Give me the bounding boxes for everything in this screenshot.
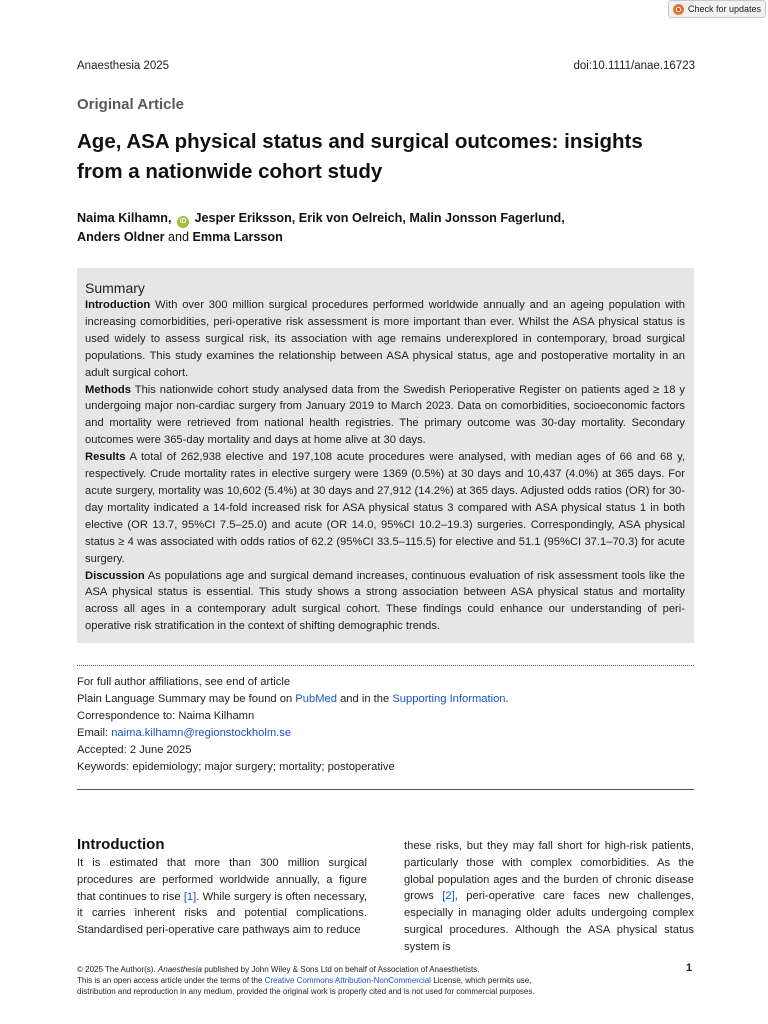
- pls-prefix: Plain Language Summary may be found on: [77, 693, 293, 705]
- summary-heading: Summary: [85, 280, 145, 296]
- affiliations-note: For full author affiliations, see end of article: [77, 676, 291, 688]
- license-text: This is an open access article under the terms of the: [77, 976, 263, 985]
- plain-language-summary-note: [77, 691, 509, 708]
- pls-end: .: [505, 693, 509, 705]
- pubmed-link[interactable]: PubMed: [295, 693, 337, 705]
- body-text: . While surgery is often necessary, it carries inherent risks and potential complications. Standardised peri-operative care pathways aim to reduce: [77, 890, 368, 937]
- body-text: It is estimated that more than 300 million surgical procedures are performed worldwide annually, a figure that continues to rise: [77, 857, 367, 903]
- page-number: 1: [686, 962, 693, 974]
- summary-text: A total of 262,938 elective and 197,108 acute procedures were analysed, with median ages of 66 and 68 y, respectively. Crude mortality rates in elective surgery were 1369 (0.5%) at 30 days and 10,437 (4.0%) at 365 days. For acute surgery, mortality was 10,602 (5.4%) at 30 days and 27,912 (14.2%) at 365 days. Adjusted odds ratios (OR) for 30-day mortality indicated a 14-fold increased risk for ASA physical status 3 compared with ASA physical status 1 in both elective (OR 13.7, 95%CI 7.5–25.0) and acute (OR 14.0, 95%CI 10.2–19.3) surgeries. Correspondingly, ASA physical status ≥ 4 was associated with odds ratios of 62.2 (95%CI 33.5–115.5) for elective and 51.1 (95%CI 37.1–70.3) for acute surgery.: [85, 451, 685, 565]
- journal-name-italic: Anaesthesia: [157, 965, 202, 974]
- supporting-information-link[interactable]: Supporting Information: [392, 693, 506, 705]
- author-name[interactable]: Anders Oldner: [77, 230, 165, 244]
- summary-text: As populations age and surgical demand increases, continuous evaluation of risk assessment tools like the ASA physical status is essential. This study shows a strong association between ASA physical status and mortality across all ages in a contemporary adult surgical cohort. These findings could enhance our understanding of peri-operative risk stratification in the context of shifting demographic trends.: [85, 569, 685, 633]
- summary-box: [77, 268, 694, 643]
- section-label: Discussion: [85, 569, 145, 582]
- body-text: these risks, but they may fall short for high-risk patients, particularly those with complex comorbidities. As the global population ages and the burden of chronic disease grows: [404, 840, 694, 903]
- license-link[interactable]: Creative Commons Attribution-NonCommercial: [264, 976, 431, 985]
- summary-text: This nationwide cohort study analysed data from the Swedish Perioperative Register on patients aged ≥ 18 y undergoing major non-cardiac surgery from January 2019 to March 2023. Data on comorbidities, socioeconomic factors and mortality were retrieved from national health registries. The primary outcome was 30-day mortality. Secondary outcomes were 365-day mortality and days at home alive at 30 days.: [85, 383, 686, 447]
- page-footer: [77, 964, 617, 997]
- crossmark-icon: [673, 4, 684, 15]
- summary-introduction: [85, 297, 685, 382]
- body-column-left: [77, 855, 367, 939]
- body-text: , peri-operative care faces new challenges, especially in managing older adults undergoing complex surgical procedures. Although the ASA physical status system is: [404, 890, 695, 953]
- author-list: [77, 209, 697, 247]
- author-name[interactable]: Naima Kilhamn,: [77, 211, 172, 225]
- article-type: Original Article: [77, 96, 184, 113]
- summary-results: [85, 449, 685, 567]
- email-line: [77, 725, 509, 742]
- email-label: Email:: [77, 727, 109, 739]
- orcid-icon[interactable]: iD: [177, 216, 189, 228]
- accepted-date: Accepted: 2 June 2025: [77, 744, 192, 756]
- copyright-line: [77, 964, 617, 975]
- pls-mid: and in the: [340, 693, 390, 705]
- email-link[interactable]: naima.kilhamn@regionstockholm.se: [111, 727, 292, 739]
- article-title: Age, ASA physical status and surgical outcomes: insights from a nationwide cohort study: [77, 130, 643, 183]
- body-column-right: [404, 838, 694, 956]
- reference-link[interactable]: [1]: [183, 890, 197, 903]
- license-line: distribution and reproduction in any medium, provided the original work is properly cited and is not used for commercial purposes.: [77, 987, 535, 996]
- license-text: License, which permits use,: [433, 976, 532, 985]
- section-label: Methods: [85, 383, 131, 396]
- copyright-text: published by John Wiley & Sons Ltd on behalf of Association of Anaesthetists.: [204, 965, 480, 974]
- check-for-updates-label: Check for updates: [688, 4, 762, 14]
- author-conjunction: and: [167, 230, 189, 244]
- reference-link[interactable]: [2]: [442, 890, 455, 903]
- summary-methods: [85, 382, 685, 450]
- article-metadata: [77, 674, 509, 776]
- author-name[interactable]: Emma Larsson: [192, 230, 283, 244]
- license-line: [77, 975, 617, 986]
- keywords: Keywords: epidemiology; major surgery; mortality; postoperative: [77, 761, 395, 773]
- journal-name: Anaesthesia 2025: [77, 60, 170, 72]
- doi[interactable]: doi:10.1111/anae.16723: [573, 60, 695, 72]
- check-for-updates-button[interactable]: [668, 0, 766, 18]
- author-names[interactable]: Jesper Eriksson, Erik von Oelreich, Malin Jonsson Fagerlund,: [194, 211, 565, 225]
- introduction-heading: Introduction: [77, 836, 165, 853]
- dotted-divider: [77, 665, 694, 666]
- summary-text: With over 300 million surgical procedures performed worldwide annually and an ageing population with increasing comorbidities, peri-operative risk assessment is more important than ever. Whilst the ASA physical status is used widely to assess surgical risk, its association with age remains underexplored in contemporary, broad surgical populations. This study examines the relationship between ASA physical status, age and postoperative mortality in an adult surgical cohort.: [85, 299, 686, 379]
- section-label: Results: [85, 451, 126, 464]
- section-divider: [77, 789, 694, 790]
- copyright-text: © 2025 The Author(s).: [77, 965, 156, 974]
- correspondence: Correspondence to: Naima Kilhamn: [77, 710, 255, 722]
- section-label: Introduction: [85, 299, 151, 311]
- summary-discussion: [85, 568, 685, 636]
